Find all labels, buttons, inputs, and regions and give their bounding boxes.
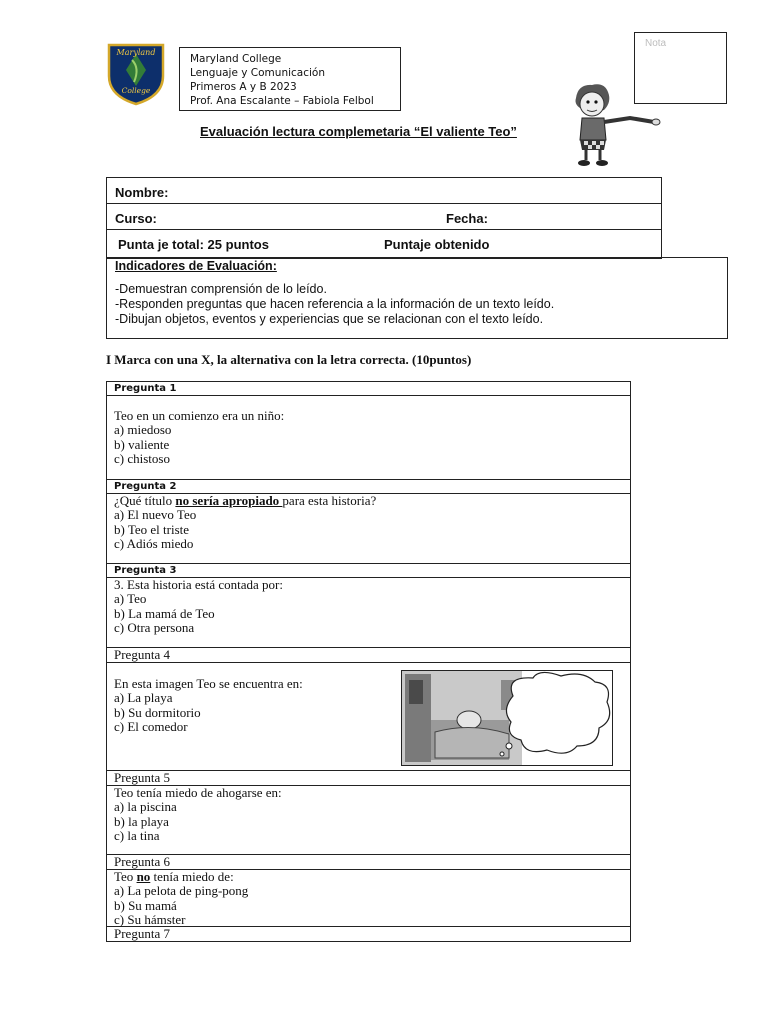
answer-option[interactable]: b) Su dormitorio [114,704,201,720]
answer-option[interactable]: a) la piscina [114,799,177,815]
bedroom-scene-illustration [401,670,613,766]
question-prompt: Teo tenía miedo de ahogarse en: [114,785,282,800]
course-date-row[interactable] [107,204,661,230]
total-score-label: Punta je total: 25 puntos [118,237,269,252]
answer-option[interactable]: a) Teo [114,591,147,607]
logo-text-bottom: College [121,86,151,95]
question-label: Pregunta 2 [107,480,630,494]
teacher-names: Prof. Ana Escalante – Fabiola Felbol [190,95,374,107]
page-title: Evaluación lectura complemetaria “El valiente Teo” [200,124,517,139]
question-prompt: Teo en un comienzo era un niño: [114,408,285,423]
answer-option[interactable]: c) Adiós miedo [114,535,194,551]
answer-option[interactable]: a) La pelota de ping-pong [114,883,249,899]
answer-option[interactable]: c) Otra persona [114,619,195,635]
question-prompt: 3. Esta historia está contada por: [114,577,283,592]
date-label: Fecha: [446,211,488,226]
answer-option[interactable]: c) la tina [114,827,160,843]
name-label: Nombre: [115,185,169,200]
question-3[interactable] [107,578,630,648]
question-prompt: ¿Qué título no sería apropiado para esta historia? [114,493,377,508]
answer-option[interactable]: a) El nuevo Teo [114,507,197,523]
answer-option[interactable]: c) Su hámster [114,911,186,927]
score-row[interactable] [107,230,661,258]
question-label: Pregunta 3 [107,564,630,578]
name-row[interactable] [107,178,661,204]
answer-option[interactable]: b) La mamá de Teo [114,605,215,621]
school-name: Maryland College [190,53,282,65]
course-label: Curso: [115,211,157,226]
emphasis-text: no sería apropiado [175,493,283,508]
teo-illustration [568,80,666,168]
questions-table [106,381,631,942]
indicator-item: -Dibujan objetos, eventos y experiencias que se relacionan con el texto leído. [115,312,544,326]
indicator-item: -Responden preguntas que hacen referencia a la información de un texto leído. [115,297,555,311]
question-label: Pregunta 6 [107,855,630,870]
obtained-score-label: Puntaje obtenido [384,237,490,252]
answer-option[interactable]: a) La playa [114,690,173,706]
question-label: Pregunta 4 [107,648,630,663]
subject-name: Lenguaje y Comunicación [190,67,325,79]
question-label: Pregunta 7 [114,926,170,941]
question-4[interactable] [107,663,630,771]
answer-option[interactable]: c) chistoso [114,450,170,466]
answer-option[interactable]: b) Su mamá [114,897,177,913]
section-instruction: I Marca con una X, la alternativa con la letra correcta. (10puntos) [106,352,472,367]
answer-option[interactable]: b) valiente [114,436,170,452]
student-info-table [106,177,662,259]
answer-option[interactable]: b) la playa [114,813,169,829]
indicator-item: -Demuestran comprensión de lo leído. [115,282,327,296]
answer-option[interactable]: b) Teo el triste [114,521,190,537]
question-prompt: En esta imagen Teo se encuentra en: [114,676,303,691]
logo-text-top: Maryland [116,48,156,57]
grade-level: Primeros A y B 2023 [190,81,297,93]
answer-option[interactable]: c) El comedor [114,718,188,734]
question-label: Pregunta 5 [107,771,630,786]
emphasis-text: no [136,869,151,884]
question-1[interactable] [107,396,630,480]
school-info-box [179,47,401,111]
answer-option[interactable]: a) miedoso [114,422,172,438]
grade-label: Nota [645,38,667,49]
question-6[interactable] [107,870,630,927]
question-5[interactable] [107,786,630,855]
question-2[interactable] [107,494,630,564]
school-logo [106,42,166,106]
question-label: Pregunta 1 [107,382,630,396]
evaluation-indicators [106,257,728,339]
indicators-heading: Indicadores de Evaluación: [115,259,277,273]
question-prompt: Teo no tenía miedo de: [114,869,234,884]
